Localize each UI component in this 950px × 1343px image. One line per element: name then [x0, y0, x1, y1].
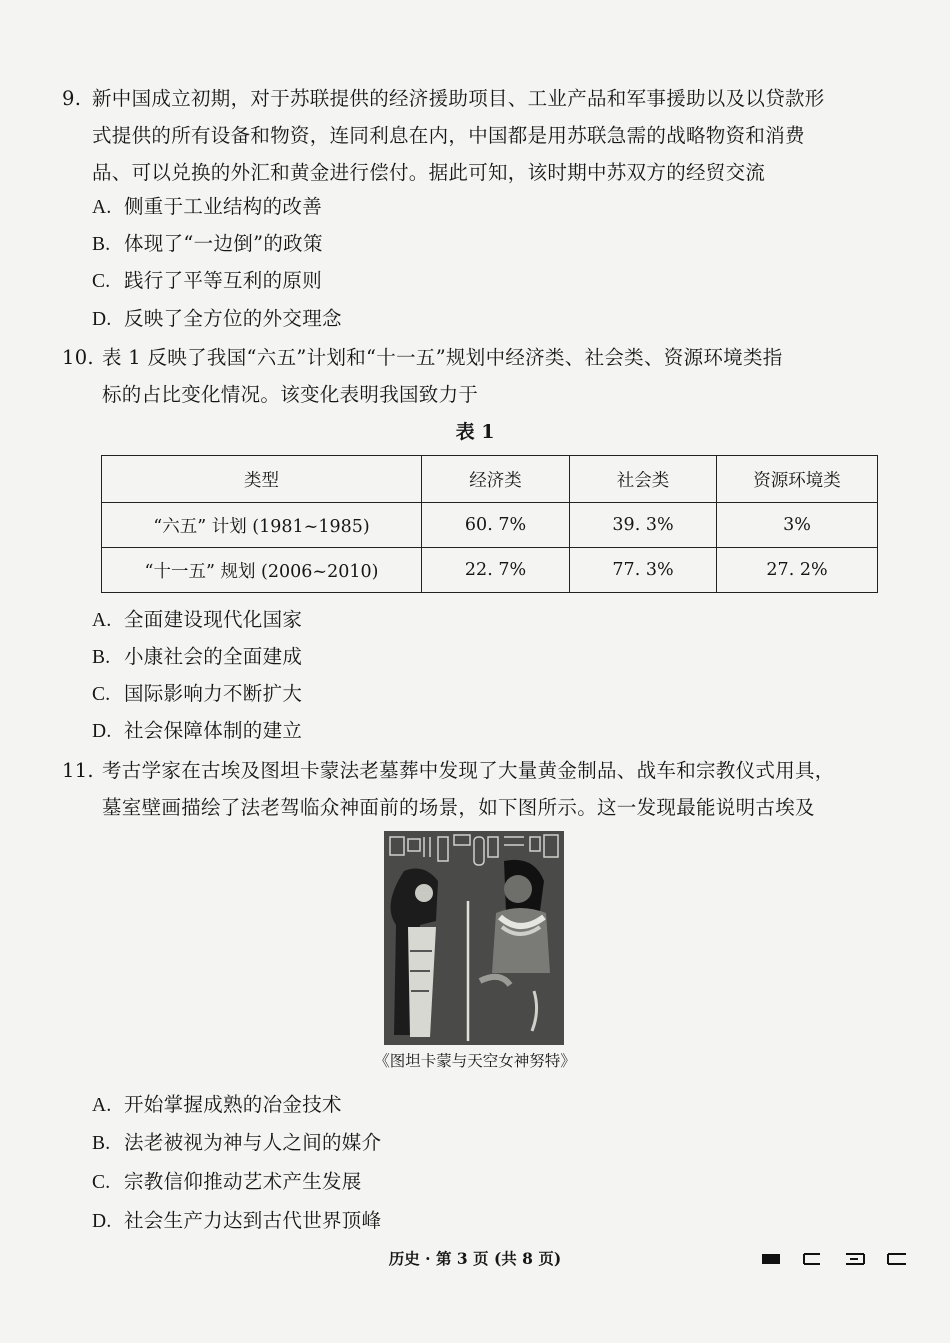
- option-d: [92, 716, 302, 747]
- table-cell: 3%: [717, 503, 878, 548]
- table-cell: 27. 2%: [717, 548, 878, 593]
- option-letter: C.: [92, 684, 111, 705]
- question-number: 11.: [62, 759, 94, 782]
- table-cell: “十一五” 规划 (2006~2010): [102, 548, 422, 593]
- table-row: [102, 503, 878, 548]
- option-b: [92, 642, 302, 673]
- option-letter: D.: [92, 309, 112, 330]
- table-cell: 60. 7%: [422, 503, 570, 548]
- option-c: [92, 266, 322, 297]
- stem-line: 标的占比变化情况。该变化表明我国致力于: [102, 383, 479, 406]
- question-number: 9.: [62, 87, 82, 110]
- option-c: [92, 679, 302, 710]
- table-header-cell: 资源环境类: [717, 456, 878, 503]
- option-text: 践行了平等互利的原则: [124, 269, 323, 292]
- data-table: [101, 455, 878, 593]
- option-letter: B.: [92, 647, 111, 668]
- table-cell: “六五” 计划 (1981~1985): [102, 503, 422, 548]
- option-letter: A.: [92, 1095, 112, 1116]
- mural-illustration: [384, 831, 564, 1045]
- option-text: 社会保障体制的建立: [124, 719, 303, 742]
- question-11: [62, 752, 892, 826]
- question-stem: [102, 752, 892, 826]
- option-text: 开始掌握成熟的冶金技术: [124, 1093, 342, 1116]
- option-letter: D.: [92, 1211, 112, 1232]
- option-text: 社会生产力达到古代世界顶峰: [124, 1209, 382, 1232]
- option-text: 侧重于工业结构的改善: [124, 195, 323, 218]
- stem-line: 表 1 反映了我国“六五”计划和“十一五”规划中经济类、社会类、资源环境类指: [102, 346, 783, 369]
- table-header-cell: 类型: [102, 456, 422, 503]
- question-9: [62, 80, 892, 191]
- stem-line: 品、可以兑换的外汇和黄金进行偿付。据此可知，该时期中苏双方的经贸交流: [92, 161, 766, 184]
- option-a: [92, 192, 322, 223]
- page-footer: 历史 · 第 3 页 (共 8 页): [388, 1249, 562, 1268]
- marker-glyphs: [760, 1250, 910, 1270]
- table-header-cell: 经济类: [422, 456, 570, 503]
- option-b: [92, 229, 323, 260]
- stem-line: 墓室壁画描绘了法老驾临众神面前的场景，如下图所示。这一发现最能说明古埃及: [102, 796, 815, 819]
- table-header-cell: 社会类: [570, 456, 717, 503]
- table-cell: 22. 7%: [422, 548, 570, 593]
- option-text: 宗教信仰推动艺术产生发展: [124, 1170, 362, 1193]
- option-text: 法老被视为神与人之间的媒介: [124, 1131, 382, 1154]
- table-header-row: [102, 456, 878, 503]
- page-marker-blocks: [760, 1250, 910, 1270]
- option-letter: B.: [92, 234, 111, 255]
- table-row: [102, 548, 878, 593]
- option-text: 全面建设现代化国家: [124, 608, 303, 631]
- option-c: [92, 1167, 362, 1198]
- question-number: 10.: [62, 346, 94, 369]
- option-b: [92, 1128, 381, 1159]
- option-text: 反映了全方位的外交理念: [124, 307, 342, 330]
- option-a: [92, 1090, 342, 1121]
- stem-line: 新中国成立初期，对于苏联提供的经济援助项目、工业产品和军事援助以及以贷款形: [92, 87, 825, 110]
- question-stem: [92, 80, 892, 191]
- stem-line: 式提供的所有设备和物资，连同利息在内，中国都是用苏联急需的战略物资和消费: [92, 124, 805, 147]
- table-cell: 77. 3%: [570, 548, 717, 593]
- tomb-mural-image: [384, 831, 564, 1045]
- stem-line: 考古学家在古埃及图坦卡蒙法老墓葬中发现了大量黄金制品、战车和宗教仪式用具，: [102, 759, 835, 782]
- option-d: [92, 304, 342, 335]
- option-letter: A.: [92, 610, 112, 631]
- question-10: [62, 339, 892, 413]
- option-d: [92, 1206, 381, 1237]
- option-text: 体现了“一边倒”的政策: [124, 232, 323, 255]
- question-stem: [102, 339, 892, 413]
- option-letter: B.: [92, 1133, 111, 1154]
- option-text: 国际影响力不断扩大: [124, 682, 303, 705]
- table-cell: 39. 3%: [570, 503, 717, 548]
- figure-caption: 《图坦卡蒙与天空女神努特》: [374, 1052, 576, 1070]
- table-caption: 表 1: [455, 421, 495, 443]
- option-text: 小康社会的全面建成: [124, 645, 303, 668]
- option-letter: C.: [92, 1172, 111, 1193]
- option-a: [92, 605, 302, 636]
- option-letter: D.: [92, 721, 112, 742]
- option-letter: C.: [92, 271, 111, 292]
- option-letter: A.: [92, 197, 112, 218]
